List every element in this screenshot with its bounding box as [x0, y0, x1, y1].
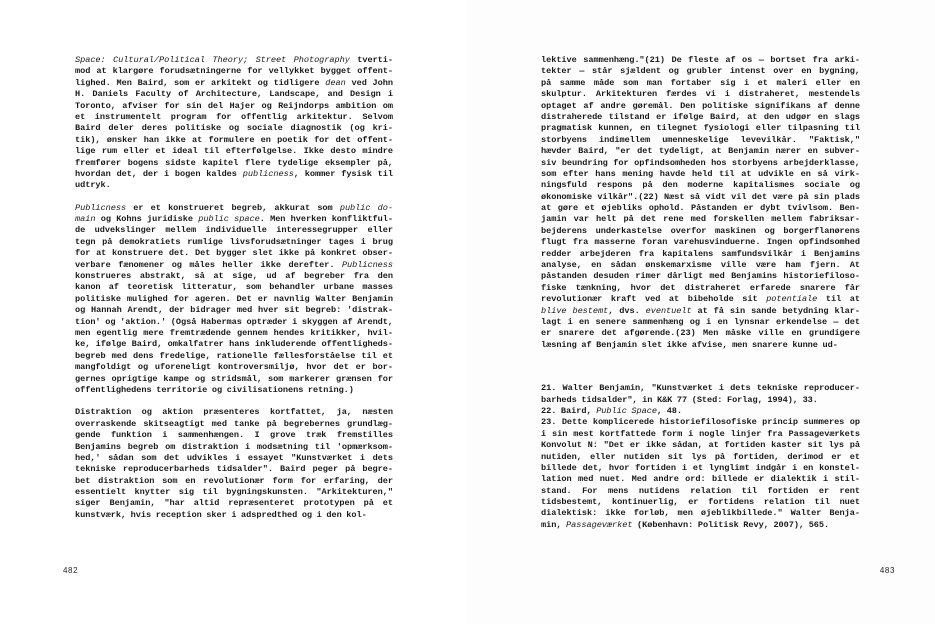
- text-line: [75, 203, 393, 214]
- text-run: optaget af andre gøremål. Den politiske signifikans af denne: [541, 100, 860, 111]
- text-line: [541, 123, 860, 134]
- italic-text: blive bestemt: [541, 305, 609, 316]
- text-line: [75, 146, 393, 157]
- italic-text: Publicness: [341, 259, 393, 270]
- text-line: [75, 180, 393, 191]
- text-run: læsning af Benjamin slet ikke afvise, men snarere kunne ud-: [541, 339, 838, 350]
- text-run: Konvolut N: "Det er ikke sådan, at fortiden kaster sit lys på: [541, 440, 860, 451]
- text-line: [541, 486, 860, 497]
- italic-text: main: [75, 214, 96, 225]
- text-line: [75, 419, 393, 430]
- text-run: lation med nuet. Med andre ord: billede er dialektik i stil-: [541, 474, 860, 485]
- text-line: [75, 112, 393, 123]
- text-run: mod at klargøre forudsætningerne for vellykket bygget offent-: [75, 66, 393, 77]
- text-line: [541, 89, 860, 100]
- italic-text: public do-: [339, 202, 393, 213]
- text-run: mangfoldigt og uforeneligt kontroversmiljø, hvor det er bor-: [75, 362, 393, 373]
- text-line: [541, 294, 860, 305]
- text-run: , dvs.: [608, 305, 646, 316]
- text-run: analyse, en sådan ønskemarxisme ville være ham fjern. At: [541, 260, 860, 271]
- text-line: [541, 226, 860, 237]
- text-line: [541, 55, 860, 66]
- text-run: til at: [817, 294, 860, 305]
- text-run: for at konstruere det. Det bygger slet ikke på konkret obser-: [75, 248, 393, 259]
- text-run: nutiden, eller nutiden sit lys på fortiden, derimod er et: [541, 451, 860, 462]
- footnotes: [541, 383, 860, 531]
- paragraph: [75, 55, 393, 192]
- text-run: flugt fra masserne foran varehusvinduerne. Ingen opfindsomhed: [541, 237, 860, 248]
- text-line: [541, 169, 860, 180]
- paragraph: [75, 203, 393, 397]
- text-run: pragmatisk kunnen, en tilegnet fysiologi eller tilpasning til: [541, 123, 860, 134]
- text-run: tverti-: [349, 55, 393, 65]
- text-run: lagt i en senere sammenhæng og i en lynsnar erkendelse — det: [541, 316, 860, 327]
- text-run: 23. Dette komplicerede historiefilosofiske princip summeres op: [541, 417, 860, 428]
- text-run: et instrumentelt program for offentlig arkitektur. Selvom: [75, 111, 393, 122]
- text-run: siv beundring for opfindsomheden hos storbyens arbejderklasse,: [541, 157, 860, 168]
- text-run: er snarere det afgørende.(23) Men måske ville en grundigere: [541, 328, 860, 339]
- text-run: storbyens indimellem umenneskelige levevilkår. "Faktisk,": [541, 134, 860, 145]
- text-run: som efter hans mening havde held til at udvikle en så virk-: [541, 168, 860, 179]
- right-page: [467, 0, 935, 624]
- text-run: bejderens underkastelse overfor maskinen og borgerflanørens: [541, 225, 860, 236]
- text-run: kanon af teoretisk litteratur, som behandler urbane masses: [75, 282, 393, 293]
- text-line: [75, 169, 393, 180]
- text-run: fremfører bogens sidste kapitel flere tydelige eksempler på,: [75, 157, 393, 168]
- text-run: hed,' sådan som det udvikles i essayet "Kunstværket i dets: [75, 452, 393, 463]
- text-line: [75, 214, 393, 225]
- text-line: [75, 158, 393, 169]
- right-page-body: [541, 55, 860, 531]
- text-line: [541, 101, 860, 112]
- text-line: [541, 429, 860, 440]
- text-run: Toronto, afviser for sin del Hajer og Reijndorps ambition om: [75, 100, 393, 111]
- text-run: lektive sammenhæng."(21) De fleste af os — bortset fra arki-: [541, 55, 860, 65]
- text-line: [75, 453, 393, 464]
- text-line: [541, 340, 860, 351]
- text-run: lighed. Men Baird, som er arkitekt og tidligere: [75, 77, 326, 88]
- text-line: [75, 294, 393, 305]
- text-line: [75, 442, 393, 453]
- text-line: [541, 112, 860, 123]
- text-run: . Men hverken konfliktful-: [259, 214, 393, 225]
- text-run: 22. Baird,: [541, 405, 597, 416]
- text-run: overraskende skitseagtigt med tanke på begrebernes grundlæg-: [75, 418, 393, 429]
- text-line: [75, 248, 393, 259]
- italic-text: potentiale: [766, 294, 818, 305]
- text-line: [541, 395, 860, 406]
- text-line: [541, 260, 860, 271]
- italic-text: eventuelt: [645, 305, 692, 316]
- text-run: økonomiske vilkår".(22) Næst så vidt vil det være på sin plads: [541, 191, 860, 202]
- text-run: men egentlig mere fremtrædende gennem hendes kritikker, hvil-: [75, 327, 393, 338]
- text-run: de udvekslinger mellem individuelle interessegrupper eller: [75, 225, 393, 236]
- text-line: [75, 305, 393, 316]
- text-run: min,: [541, 519, 567, 530]
- text-line: [541, 146, 860, 157]
- text-run: at få sin sande betydning klar-: [691, 305, 860, 316]
- paragraph: [541, 55, 860, 351]
- text-run: gende funktion i sammenhængen. I grove træk fremstilles: [75, 430, 393, 441]
- text-run: siger Benjamin, "har altid repræsenteret prototypen på et: [75, 498, 393, 509]
- text-run: og Hannah Arendt, der bidrager med hver sit begreb: 'distrak-: [75, 305, 393, 316]
- paragraph: [75, 407, 393, 521]
- text-line: [541, 306, 860, 317]
- text-run: i sin mest kortfattede form i nogle linjer fra Passageværkets: [541, 428, 860, 439]
- text-line: [541, 520, 860, 531]
- text-line: [541, 249, 860, 260]
- text-run: tik), ønsker han ikke at formulere en poetik for det offent-: [75, 134, 393, 145]
- text-run: begreb med dens fredelige, rationelle fællesforståelse til et: [75, 350, 393, 361]
- text-run: udtryk.: [75, 180, 111, 191]
- text-line: [541, 497, 860, 508]
- text-line: [75, 362, 393, 373]
- text-line: [75, 237, 393, 248]
- text-line: [75, 123, 393, 134]
- text-line: [75, 328, 393, 339]
- text-run: konstrueres abstrakt, så at sige, ud af begreber fra den: [75, 271, 393, 282]
- text-run: tekter — står sjældent og grubler intenst over en bygning,: [541, 66, 860, 77]
- text-line: [541, 317, 860, 328]
- text-run: , 48.: [656, 405, 683, 416]
- italic-text: Passageværket: [566, 519, 633, 530]
- text-run: billede det, hvor fortiden i et lynglimt indgår i en konstel-: [541, 462, 860, 473]
- text-line: [541, 463, 860, 474]
- text-run: barheds tidsalder", in K&K 77 (Sted: Forlag, 1994), 33.: [541, 394, 818, 405]
- text-line: [75, 78, 393, 89]
- italic-text: Public Space: [596, 405, 657, 416]
- text-line: [541, 203, 860, 214]
- text-run: politiske mulighed for ageren. Det er navnlig Walter Benjamin: [75, 293, 393, 304]
- text-line: [541, 406, 860, 417]
- text-line: [75, 66, 393, 77]
- text-line: [75, 55, 393, 66]
- page-number: 483: [879, 566, 895, 575]
- text-line: [541, 383, 860, 394]
- text-line: [75, 476, 393, 487]
- text-line: [75, 282, 393, 293]
- text-run: ningsfuld respons på den moderne kapitalismes sociale og: [541, 180, 860, 191]
- text-line: [75, 339, 393, 350]
- text-run: 21. Walter Benjamin, "Kunstværket i dets tekniske reproducer-: [541, 383, 860, 394]
- text-line: [541, 283, 860, 294]
- text-line: [75, 487, 393, 498]
- text-run: Distraktion og aktion præsenteres kortfattet, ja, næsten: [75, 407, 393, 418]
- text-line: [541, 214, 860, 225]
- left-page: [0, 0, 467, 624]
- text-run: gernes oprigtige kampe og stridsmål, som markerer grænsen for: [75, 373, 393, 384]
- text-run: er et konstrueret begreb, akkurat som: [126, 202, 340, 213]
- text-run: på samme måde som man fortaber sig i et maleri eller en: [541, 77, 860, 88]
- text-run: påstanden desuden rimer dårligt med Benjamins historiefiloso-: [541, 271, 860, 282]
- text-line: [75, 510, 393, 521]
- text-run: tion' og 'aktion.' (Også Habermas optræder i skyggen af Arendt,: [75, 316, 393, 327]
- text-run: H. Daniels Faculty of Architecture, Landscape, and Design i: [75, 89, 393, 100]
- italic-text: public space: [198, 214, 260, 225]
- text-run: ved John: [345, 77, 393, 88]
- text-run: offentlighedens territorie og civilisationens retning.): [75, 384, 354, 395]
- text-run: kunstværk, hvis reception sker i adspredthed og i den kol-: [75, 509, 367, 520]
- text-run: tidsbestemt, kontinuerlig, er fortidens relation til nuet: [541, 497, 860, 508]
- text-run: jamin var helt på det rene med forskellen mellem fabriksar-: [541, 214, 860, 225]
- text-run: fiske tænkning, hvor det distraheret erfarede snarere får: [541, 282, 860, 293]
- italic-text: Space: Cultural/Political Theory; Street Photography: [75, 55, 350, 65]
- text-run: og Kohns juridiske: [95, 214, 199, 225]
- text-run: tegn på demokratiets rumlige livsforudsætninger tages i brug: [75, 236, 393, 247]
- text-run: skulptur. Arkitekturen færdes vi i distraheret, mestendels: [541, 89, 860, 100]
- text-line: [541, 66, 860, 77]
- text-run: hvordan det, der i bogen kaldes: [75, 168, 243, 179]
- italic-text: publicness: [242, 168, 294, 179]
- text-run: bet distraktion som en revolutionær form for erfaring, der: [75, 475, 393, 486]
- text-line: [75, 271, 393, 282]
- text-line: [75, 464, 393, 475]
- text-run: Baird deler deres politiske og sociale diagnostik (og kri-: [75, 123, 393, 134]
- text-run: verbare fænomener og måles heller ikke derefter.: [75, 259, 342, 270]
- text-run: tekniske reproducerbarheds tidsalder". Baird peger på begre-: [75, 464, 393, 475]
- text-line: [75, 498, 393, 509]
- text-run: ke, ifølge Baird, omkalfatrer hans inkluderende offentligheds-: [75, 339, 393, 350]
- text-line: [541, 135, 860, 146]
- text-run: at gøre et øjebliks ophold. Påstanden er dybt tvivlsom. Ben-: [541, 203, 860, 214]
- text-line: [541, 474, 860, 485]
- text-run: stand. For mens nutidens relation til fortiden er rent: [541, 485, 860, 496]
- text-line: [75, 317, 393, 328]
- paragraph-gap: [75, 192, 393, 203]
- left-page-body: [75, 55, 393, 521]
- text-line: [541, 328, 860, 339]
- text-line: [75, 351, 393, 362]
- text-run: (København: Politisk Revy, 2007), 565.: [632, 519, 830, 530]
- text-line: [541, 417, 860, 428]
- text-line: [75, 385, 393, 396]
- text-run: distraherede tilstand er ifølge Baird, at den udgør en slags: [541, 111, 860, 122]
- text-line: [75, 430, 393, 441]
- text-line: [75, 374, 393, 385]
- text-line: [75, 89, 393, 100]
- footnote-separator: [541, 351, 860, 383]
- text-run: redder arbejderen fra kapitalens samfundsvilkår i Benjamins: [541, 248, 860, 259]
- text-run: revolutionær kraft ved at bibeholde sit: [541, 294, 767, 305]
- text-line: [75, 260, 393, 271]
- text-run: , kommer fysisk til: [293, 168, 393, 179]
- text-line: [541, 78, 860, 89]
- page-number: 482: [63, 566, 79, 575]
- paragraph-gap: [75, 396, 393, 407]
- text-line: [541, 180, 860, 191]
- text-run: lige rum eller et ideal til efterfølgelse. Ikke desto mindre: [75, 146, 393, 157]
- text-run: Benjamins begreb om distraktion i modsætning til 'opmærksom-: [75, 441, 393, 452]
- text-line: [541, 158, 860, 169]
- text-run: dialektisk: ikke forløb, men øjeblikbillede." Walter Benja-: [541, 508, 860, 519]
- text-run: essentielt knytter sig til bygningskunsten. "Arkitekturen,": [75, 487, 393, 498]
- text-run: hævder Baird, "er det tydeligt, at Benjamin nærer en subver-: [541, 146, 860, 157]
- text-line: [541, 271, 860, 282]
- text-line: [541, 508, 860, 519]
- text-line: [75, 225, 393, 236]
- text-line: [541, 237, 860, 248]
- text-line: [541, 452, 860, 463]
- text-line: [75, 407, 393, 418]
- text-line: [541, 192, 860, 203]
- italic-text: dean: [325, 77, 346, 88]
- italic-text: Publicness: [75, 202, 127, 213]
- text-line: [75, 101, 393, 112]
- text-line: [75, 135, 393, 146]
- text-line: [541, 440, 860, 451]
